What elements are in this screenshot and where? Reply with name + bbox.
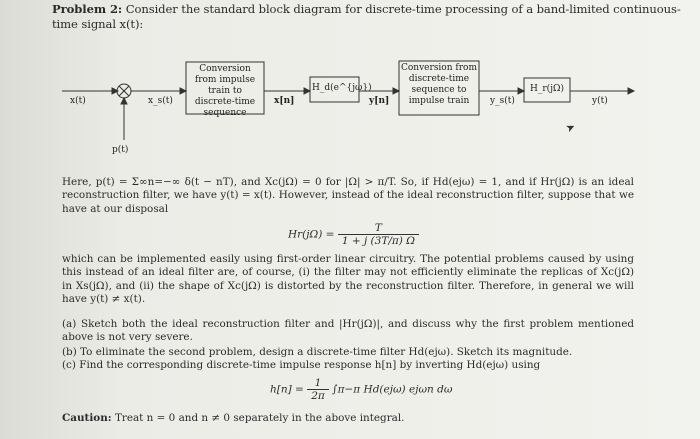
hr-eq-num: T [338, 222, 419, 235]
signal-ys-t: y_s(t) [490, 96, 515, 106]
hn-equation [270, 377, 452, 402]
hn-eq-fraction [307, 377, 329, 402]
caution-text: Treat n = 0 and n ≠ 0 separately in the above integral. [114, 412, 405, 424]
caution-note [62, 412, 405, 424]
hr-eq-lhs: Hr(jΩ) = [288, 228, 335, 241]
problem-statement: Consider the standard block diagram for discrete-time processing of a band-limited continuous-time signal x(t): [52, 2, 681, 31]
block2-label: H_d(e^{jω}) [312, 83, 372, 93]
signal-y-t: y(t) [592, 96, 608, 106]
block1-label: Conversion from impulse train to discrete-time sequence [194, 64, 256, 118]
signal-y-n: y[n] [369, 96, 390, 106]
paragraph-2: which can be implemented easily using first-order linear circuitry. The potential problems caused by using this instead of an ideal filter are, of course, (i) the filter may not efficiently eliminate the replicas of Xc(jΩ) in Xs(jΩ), and (ii) the shape of Xc(jΩ) is distorted by the reconstruction filter. Therefore, in general we will have y(t) ≠ x(t). [62, 253, 634, 306]
hr-eq-den: 1 + j (3T/π) Ω [341, 235, 415, 247]
signal-x-t: x(t) [70, 96, 86, 106]
hr-equation [288, 222, 419, 247]
paragraph-1: Here, p(t) = Σ∞n=−∞ δ(t − nT), and Xc(jΩ) = 0 for |Ω| > π/T. So, if Hd(ejω) = 1, and if Hr(jΩ) is an ideal reconstruction filter, we have y(t) = x(t). However, instead of the ideal reconstruction filter, suppose that we have at our disposal [62, 176, 634, 215]
hn-eq-num: 1 [307, 377, 329, 390]
item-b: (b) To eliminate the second problem, design a discrete-time filter Hd(ejω). Sketch its magnitude. [62, 346, 573, 358]
hn-eq-den: 2π [311, 390, 325, 402]
item-a: (a) Sketch both the ideal reconstruction filter and |Hr(jΩ)|, and discuss why the first problem mentioned above is not very severe. [62, 318, 634, 344]
caution-label: Caution: [62, 412, 112, 424]
block4-label: H_r(jΩ) [530, 84, 564, 94]
signal-x-n: x[n] [274, 96, 295, 106]
signal-p-t: p(t) [112, 145, 129, 155]
problem-label: Problem 2: [52, 2, 123, 16]
hn-eq-lhs: h[n] = [270, 383, 304, 396]
hn-eq-rhs: ∫π−π Hd(ejω) ejωn dω [332, 383, 453, 396]
block3-label: Conversion from discrete-time sequence to impulse train [401, 63, 477, 106]
item-c: (c) Find the corresponding discrete-time impulse response h[n] by inverting Hd(ejω) using [62, 359, 541, 371]
signal-xs-t: x_s(t) [148, 96, 173, 106]
mouse-cursor-icon: ➤ [563, 119, 578, 136]
hr-eq-fraction [338, 222, 419, 247]
